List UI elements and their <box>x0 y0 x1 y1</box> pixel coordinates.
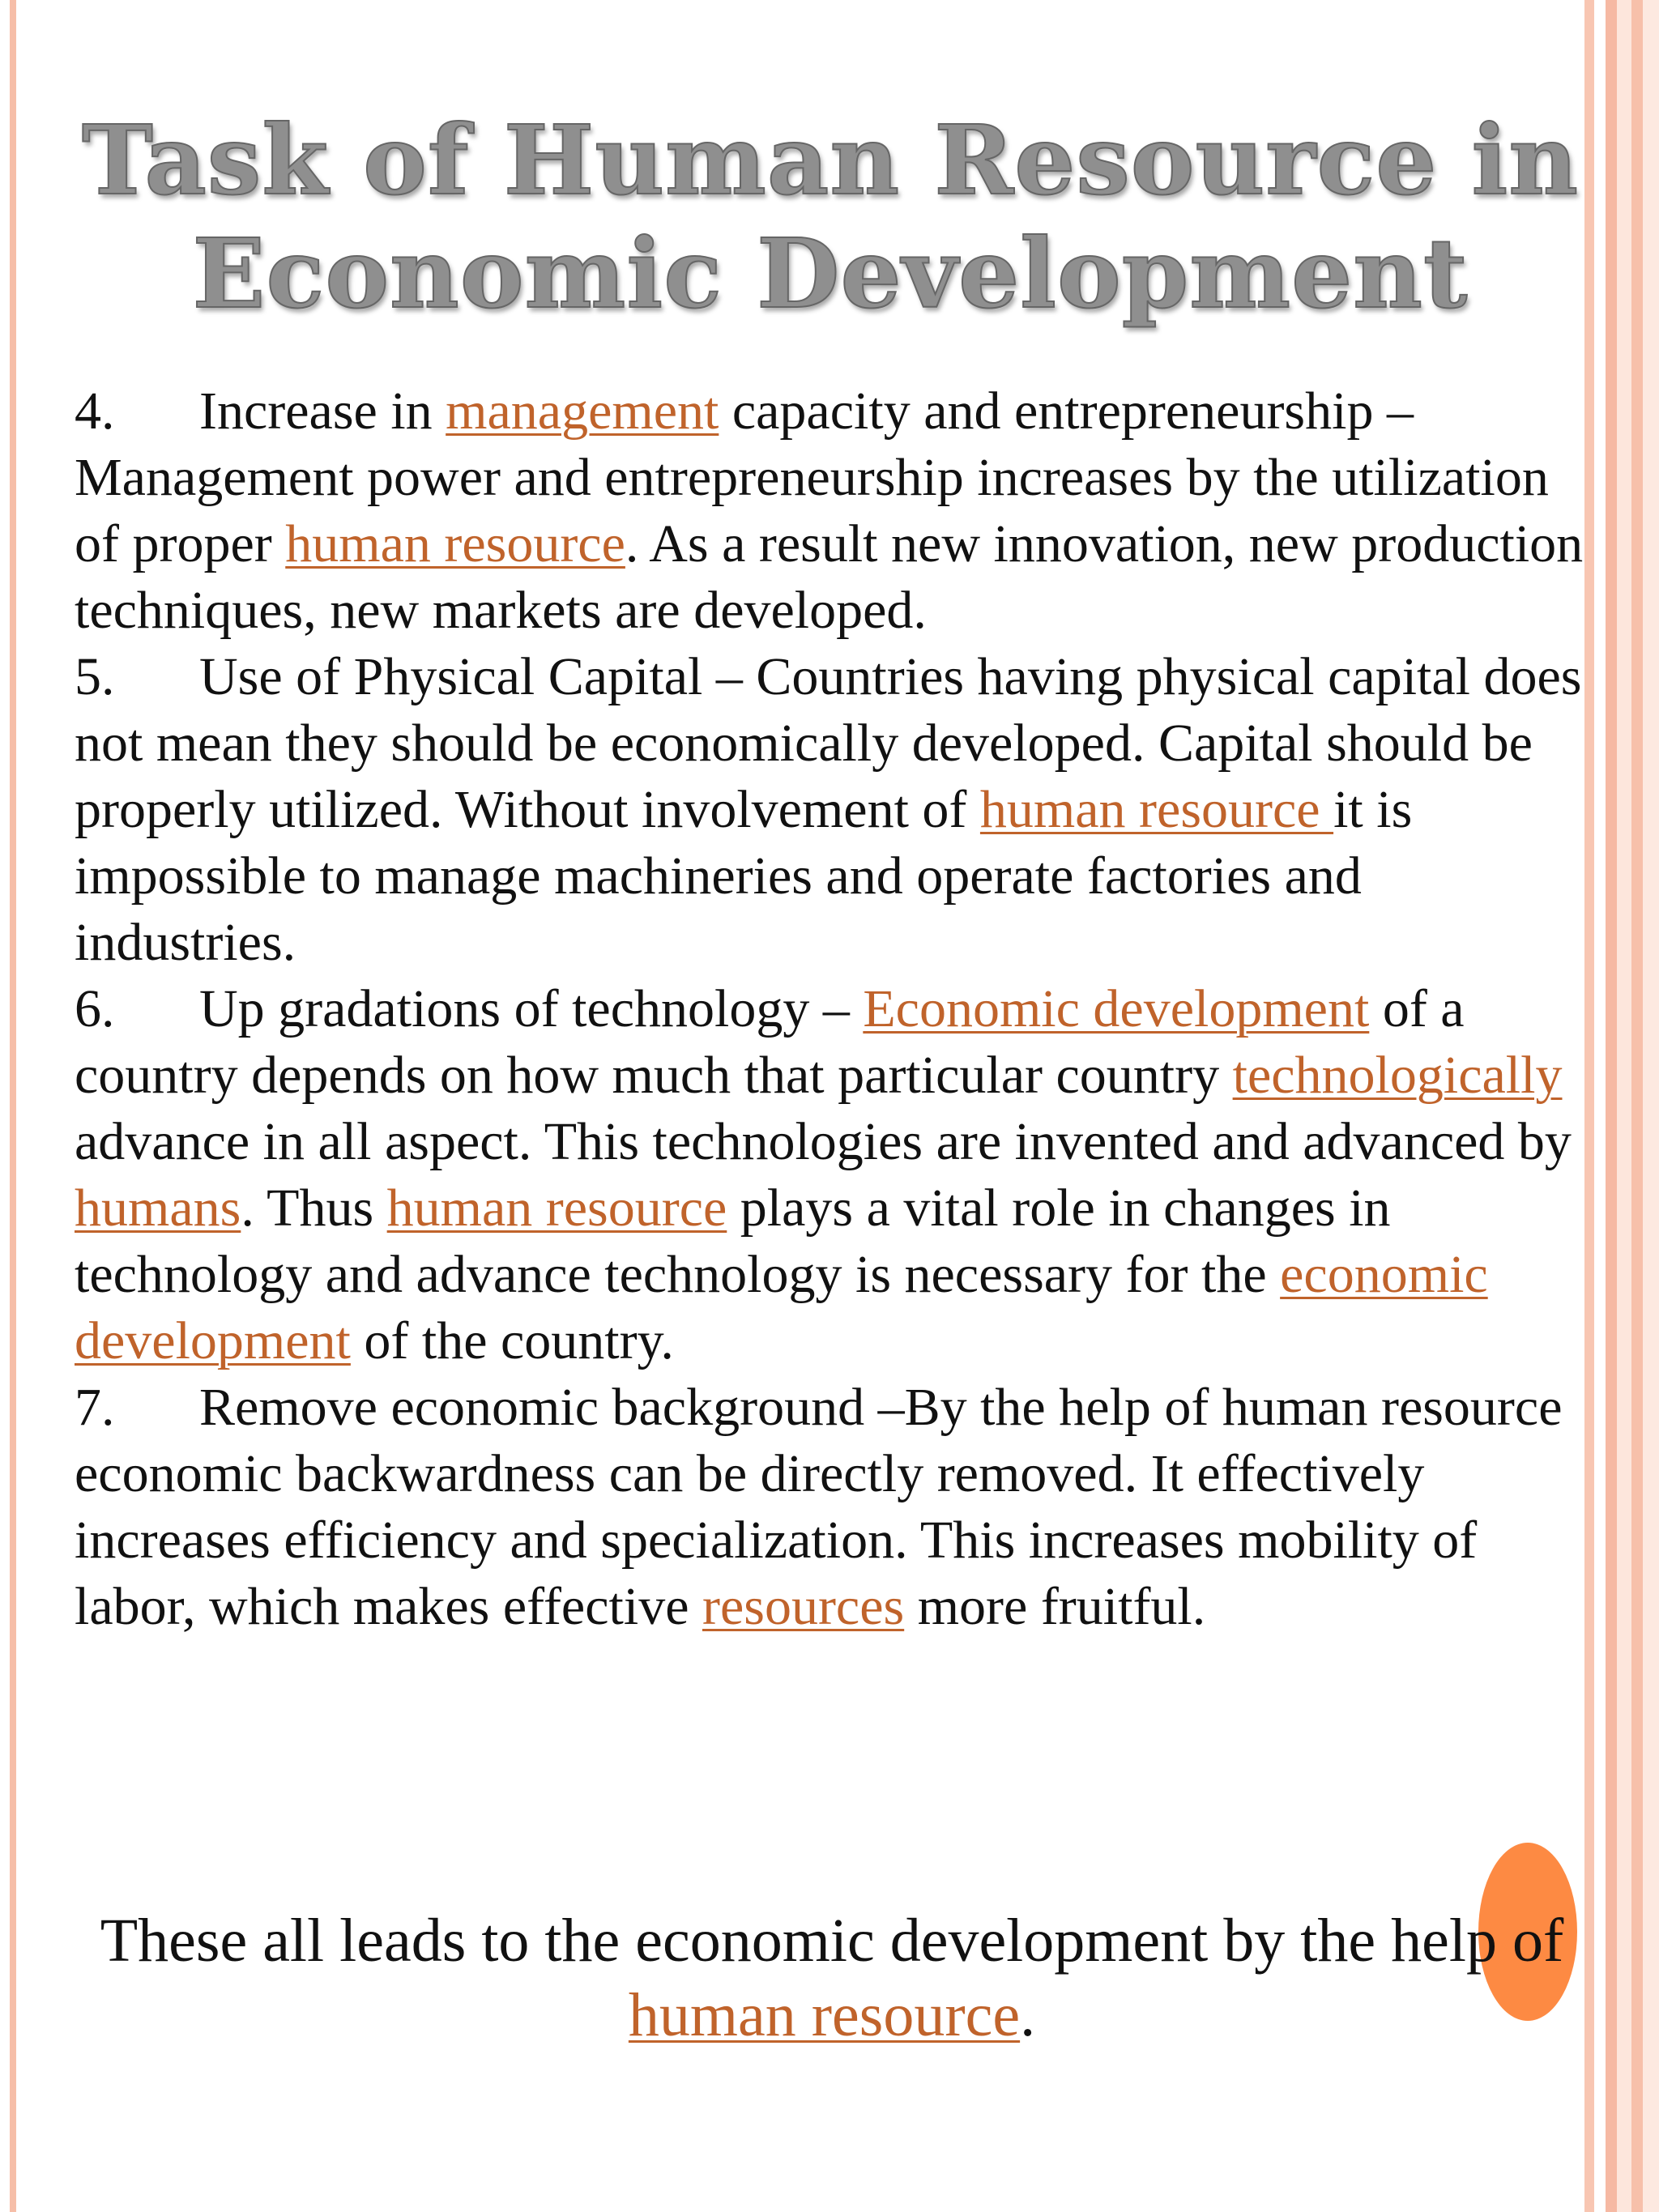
link-human-resource[interactable]: human resource <box>386 1178 727 1238</box>
point-item <box>75 1375 1589 1640</box>
slide-title-line-2: Economic Development <box>192 217 1469 330</box>
conclusion-text <box>75 1903 1589 2052</box>
link-management[interactable]: management <box>446 381 719 441</box>
text-run: These all leads to the economic development by the help of <box>100 1907 1564 1975</box>
slide-title-line-1: Task of Human Resource in <box>81 104 1580 216</box>
text-run: more fruitful. <box>904 1577 1206 1636</box>
text-run: of a country depends on how much that particular country <box>75 979 1465 1105</box>
point-number: 5. <box>75 647 115 706</box>
text-run: . Thus <box>241 1178 387 1238</box>
link-economic-development[interactable]: economic development <box>75 1245 1488 1370</box>
text-run: Up gradations of technology – <box>199 979 864 1038</box>
text-run: advance in all aspect. This technologies are invented and advanced by <box>75 1112 1572 1171</box>
slide-title <box>32 104 1628 330</box>
link-human-resource[interactable]: human resource <box>979 780 1334 839</box>
link-technologically[interactable]: technologically <box>1232 1046 1563 1105</box>
link-human-resource[interactable]: human resource <box>285 514 625 573</box>
text-run: . As a result new innovation, new production techniques, new markets are developed. <box>75 514 1584 640</box>
text-run: plays a vital role in changes in technology and advance technology is necessary for the <box>75 1178 1391 1304</box>
link-humans[interactable]: humans <box>75 1178 241 1238</box>
left-frame-border <box>10 0 16 2212</box>
right-frame-stripes <box>1584 0 1659 2212</box>
points-list <box>75 378 1589 1640</box>
text-run: Remove economic background –By the help of human resource economic backwardness can be directly removed. It effectively increases efficiency and specialization. This increases mobility of labor, which makes effective <box>75 1378 1563 1636</box>
point-item <box>75 378 1589 644</box>
point-number: 7. <box>75 1378 115 1437</box>
link-human-resource[interactable]: human resource <box>628 1981 1021 2049</box>
text-run: . <box>1020 1981 1036 2049</box>
point-number: 6. <box>75 979 115 1038</box>
text-run: Increase in <box>199 381 446 441</box>
text-run: capacity and entrepreneurship – Management power and entrepreneurship increases by the utilization of proper <box>75 381 1549 573</box>
text-run: it is impossible to manage machineries and operate factories and industries. <box>75 780 1413 972</box>
point-number: 4. <box>75 381 115 441</box>
link-resources[interactable]: resources <box>702 1577 905 1636</box>
text-run: of the country. <box>350 1311 674 1370</box>
link-economic-development[interactable]: Economic development <box>863 979 1370 1038</box>
text-run: Use of Physical Capital – Countries having physical capital does not mean they should be economically developed. Capital should be properly utilized. Without involvement of <box>75 647 1582 839</box>
point-item <box>75 976 1589 1375</box>
point-item <box>75 644 1589 976</box>
